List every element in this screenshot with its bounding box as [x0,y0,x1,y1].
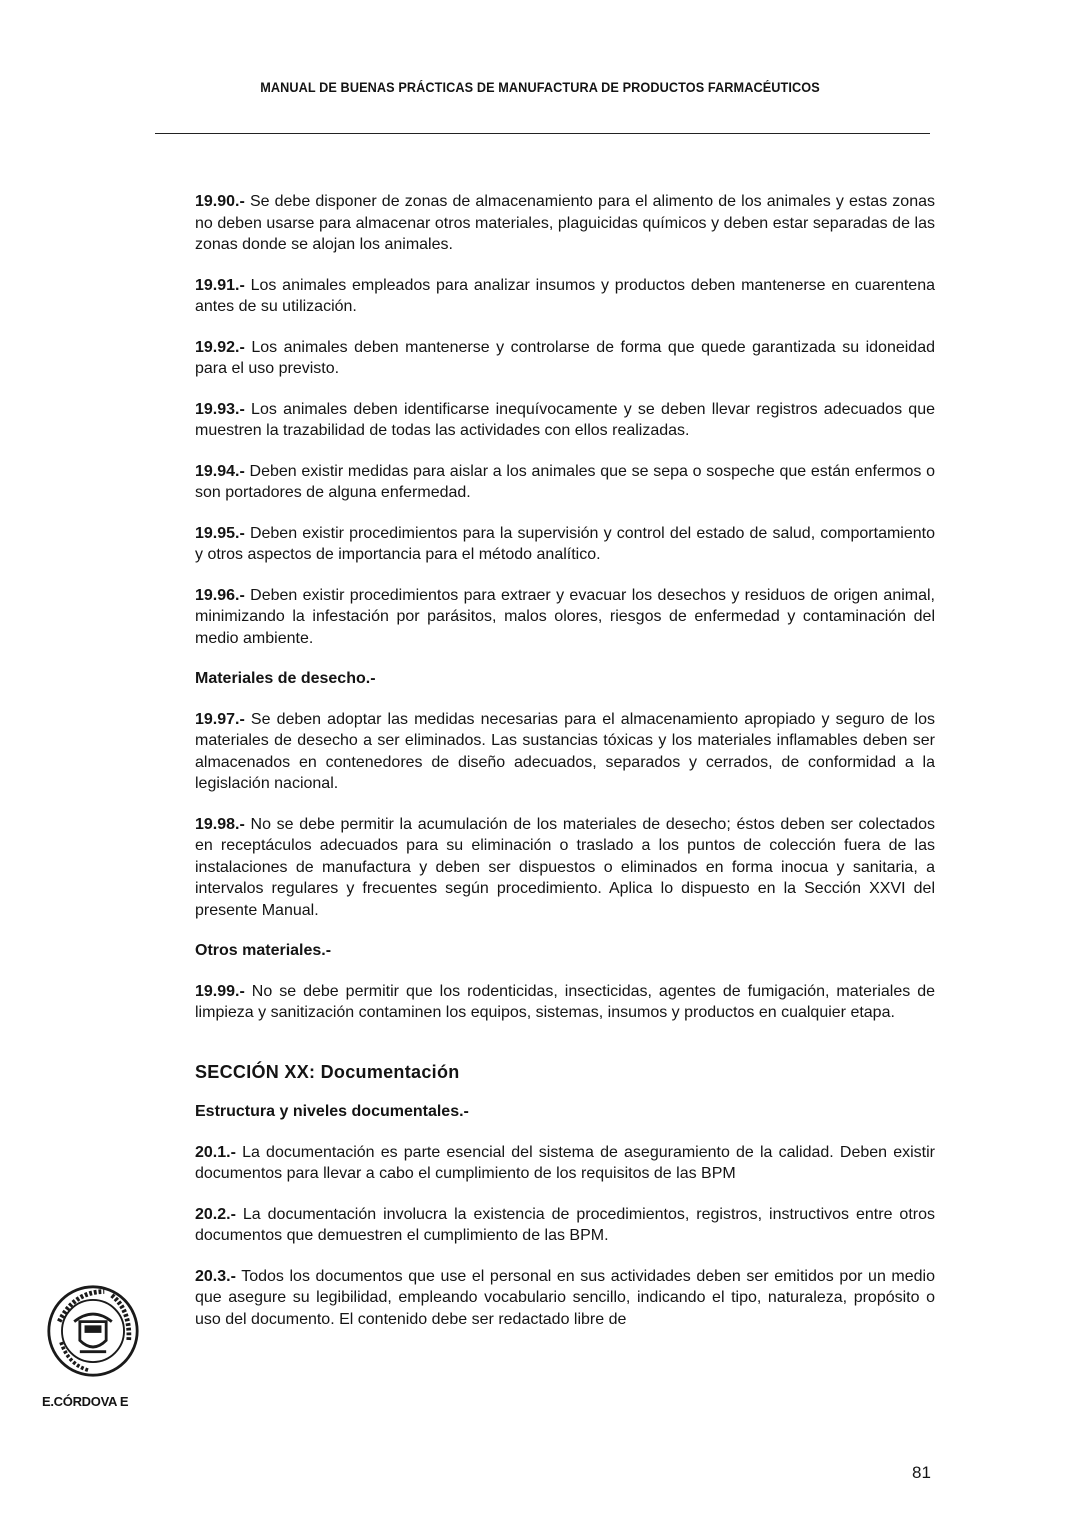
paragraph-19-94 [195,461,935,504]
paragraph-20-3 [195,1266,935,1331]
paragraph-number: 19.97.- [195,710,245,728]
paragraph-text: La documentación es parte esencial del sistema de aseguramiento de la calidad. Deben existir documentos para llevar a cabo el cumplimiento de los requisitos de las BPM [195,1143,935,1182]
paragraph-text: Deben existir procedimientos para la supervisión y control del estado de salud, comportamiento y otros aspectos de importancia para el método analítico. [195,524,935,563]
subheading-otros-materiales: Otros materiales.- [195,942,332,959]
paragraph-number: 19.92.- [195,338,245,356]
paragraph-19-92 [195,337,935,380]
official-stamp-icon [46,1284,140,1378]
paragraph-text: Se deben adoptar las medidas necesarias para el almacenamiento apropiado y seguro de los materiales de desecho a ser eliminados. Las sustancias tóxicas y los materiales inflamables deben ser almacenados en contenedores de diseño adecuados, separados y cerrados, de conformidad a la legislación nacional. [195,710,936,792]
paragraph-number: 20.1.- [195,1143,236,1161]
paragraph-text: Deben existir medidas para aislar a los animales que se sepa o sospeche que están enfermos o son portadores de alguna enfermedad. [195,462,936,501]
paragraph-number: 19.98.- [195,815,245,833]
paragraph-number: 20.2.- [195,1205,236,1223]
paragraph-number: 19.93.- [195,400,245,418]
paragraph-text: Todos los documentos que use el personal en sus actividades deben ser emitidos por un medio que asegure su legibilidad, empleando vocabulario sencillo, indicando el tipo, naturaleza, propósito o uso del documento. El contenido debe ser redactado libre de [195,1267,936,1328]
subheading-materiales-desecho: Materiales de desecho.- [195,670,376,687]
running-header: MANUAL DE BUENAS PRÁCTICAS DE MANUFACTURA DE PRODUCTOS FARMACÉUTICOS [260,80,820,95]
paragraph-19-99 [195,981,935,1024]
paragraph-text: Los animales deben mantenerse y controlarse de forma que quede garantizada su idoneidad para el uso previsto. [195,338,935,377]
paragraph-20-2 [195,1204,935,1247]
paragraph-number: 19.91.- [195,276,245,294]
page-number: 81 [912,1463,931,1482]
paragraph-19-98 [195,814,935,922]
paragraph-19-91 [195,275,935,318]
paragraph-19-90 [195,191,935,256]
paragraph-text: La documentación involucra la existencia de procedimientos, registros, instructivos entre otros documentos que demuestren el cumplimiento de las BPM. [195,1205,936,1244]
paragraph-number: 20.3.- [195,1267,236,1285]
header-rule [155,133,930,134]
document-body [195,191,935,1349]
paragraph-19-93 [195,399,935,442]
paragraph-text: Deben existir procedimientos para extraer y evacuar los desechos y residuos de origen animal, minimizando la infestación por parásitos, malos olores, riesgos de enfermedad y contaminación del medio ambiente. [195,586,935,647]
paragraph-text: No se debe permitir que los rodenticidas, insecticidas, agentes de fumigación, materiales de limpieza y sanitización contaminen los equipos, sistemas, insumos y productos en cualquier etapa. [195,982,935,1021]
paragraph-number: 19.99.- [195,982,245,1000]
paragraph-20-1 [195,1142,935,1185]
subheading-estructura: Estructura y niveles documentales.- [195,1103,469,1120]
paragraph-number: 19.94.- [195,462,245,480]
paragraph-number: 19.90.- [195,193,245,210]
paragraph-text: No se debe permitir la acumulación de los materiales de desecho; éstos deben ser colectados en receptáculos adecuados para su eliminación o traslado a los puntos de colección fuera de las instalaciones de manufactura y deben ser dispuestos o eliminados en forma inocua y sanitaria, a intervalos regulares y frecuentes según procedimiento. Aplica lo dispuesto en la Sección XXVI del presente Manual. [195,815,935,919]
paragraph-number: 19.95.- [195,524,245,542]
paragraph-19-97 [195,709,935,795]
paragraph-text: Se debe disponer de zonas de almacenamiento para el alimento de los animales y estas zonas no deben usarse para almacenar otros materiales, plaguicidas químicos y deben estar separadas de las zonas donde se alojan los animales. [195,193,936,253]
paragraph-19-95 [195,523,935,566]
section-title: SECCIÓN XX: Documentación [195,1061,460,1082]
signature-name: E.CÓRDOVA E [42,1394,129,1409]
paragraph-text: Los animales deben identificarse inequívocamente y se deben llevar registros adecuados que muestren la trazabilidad de todas las actividades con ellos realizadas. [195,400,935,439]
paragraph-number: 19.96.- [195,586,245,604]
paragraph-text: Los animales empleados para analizar insumos y productos deben mantenerse en cuarentena antes de su utilización. [195,276,935,315]
paragraph-19-96 [195,585,935,650]
